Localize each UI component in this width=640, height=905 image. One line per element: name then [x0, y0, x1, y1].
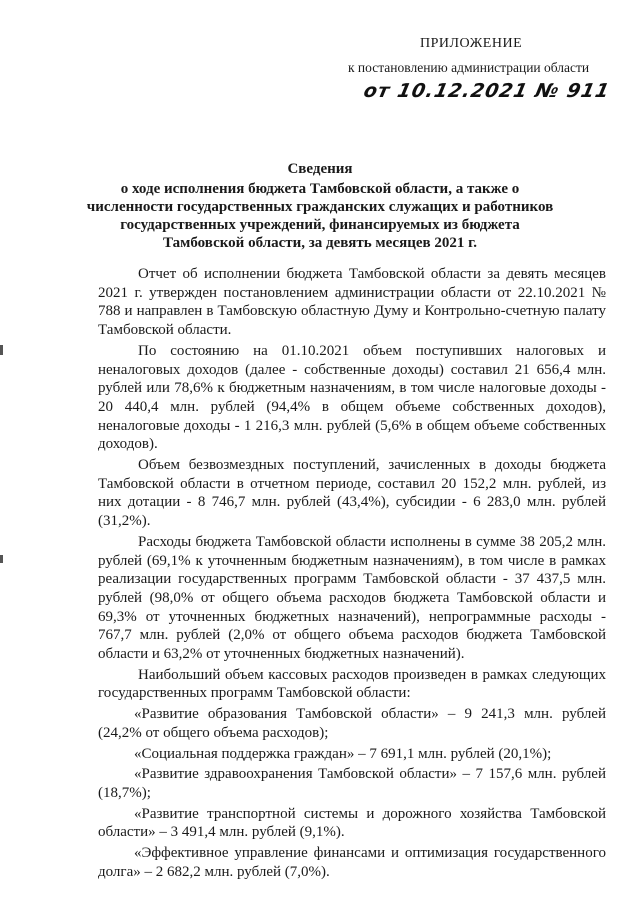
program-item-finance: «Эффективное управление финансами и оптимизация государственного долга» – 2 682,2 млн. рублей (7,0%).	[98, 845, 606, 880]
paragraph-programs-intro: Наибольший объем кассовых расходов произведен в рамках следующих государственных программ Тамбовской области:	[98, 666, 606, 702]
program-item-social-support: «Социальная поддержка граждан» – 7 691,1 млн. рублей (20,1%);	[134, 745, 552, 762]
document-title: Сведения	[287, 161, 353, 177]
handwritten-date-number: от 10.12.2021 № 911	[361, 80, 612, 102]
document-title-block	[80, 160, 560, 252]
program-item-healthcare: «Развитие здравоохранения Тамбовской области» – 7 157,6 млн. рублей (18,7%);	[98, 766, 606, 801]
scan-margin-mark	[0, 555, 3, 563]
paragraph-report-approval: Отчет об исполнении бюджета Тамбовской области за девять месяцев 2021 г. утвержден постановлением администрации области от 22.10.2021 № 788 и направлен в Тамбовскую областную Думу и Контрольно-счетную палату Тамбовской области.	[98, 266, 606, 339]
document-body	[98, 265, 606, 884]
program-item-education: «Развитие образования Тамбовской области» – 9 241,3 млн. рублей (24,2% от общего объема расходов);	[98, 706, 606, 741]
paragraph-own-revenues: По состоянию на 01.10.2021 объем поступивших налоговых и неналоговых доходов (далее - собственные доходы) составил 21 656,4 млн. рублей или 78,6% к бюджетным назначениям, в том числе налоговые доходы - 20 440,4 млн. рублей (94,4% в общем объеме собственных доходов), неналоговые доходы - 1 216,3 млн. рублей (5,6% в общем объеме собственных доходов).	[98, 342, 606, 453]
appendix-reference: к постановлению администрации области	[348, 60, 590, 75]
program-item-transport: «Развитие транспортной системы и дорожного хозяйства Тамбовской области» – 3 491,4 млн. рублей (9,1%).	[98, 805, 606, 841]
appendix-title: ПРИЛОЖЕНИЕ	[420, 36, 523, 51]
paragraph-expenditures: Расходы бюджета Тамбовской области исполнены в сумме 38 205,2 млн. рублей (69,1% к уточненным бюджетным назначениям), в том числе в рамках реализации государственных программ Тамбовской области - 37 437,5 млн. рублей (98,0% от общего объема расходов бюджета Тамбовской области и 69,3% от уточненных бюджетных назначений), непрограммные расходы - 767,7 млн. рублей (2,0% от общего объема расходов бюджета Тамбовской области и 63,2% от уточненных бюджетных назначений).	[98, 533, 606, 663]
document-subtitle: о ходе исполнения бюджета Тамбовской области, а также о численности государственных гражданских служащих и работников государственных учреждений, финансируемых из бюджета Тамбовской области, за девять месяцев 2021 г.	[86, 181, 554, 251]
paragraph-gratuitous-receipts: Объем безвозмездных поступлений, зачисленных в доходы бюджета Тамбовской области в отчетном периоде, составил 20 152,2 млн. рублей, из них дотации - 8 746,7 млн. рублей (43,4%), субсидии - 6 283,0 млн. рублей (31,2%).	[98, 457, 606, 530]
scan-margin-mark	[0, 345, 3, 355]
